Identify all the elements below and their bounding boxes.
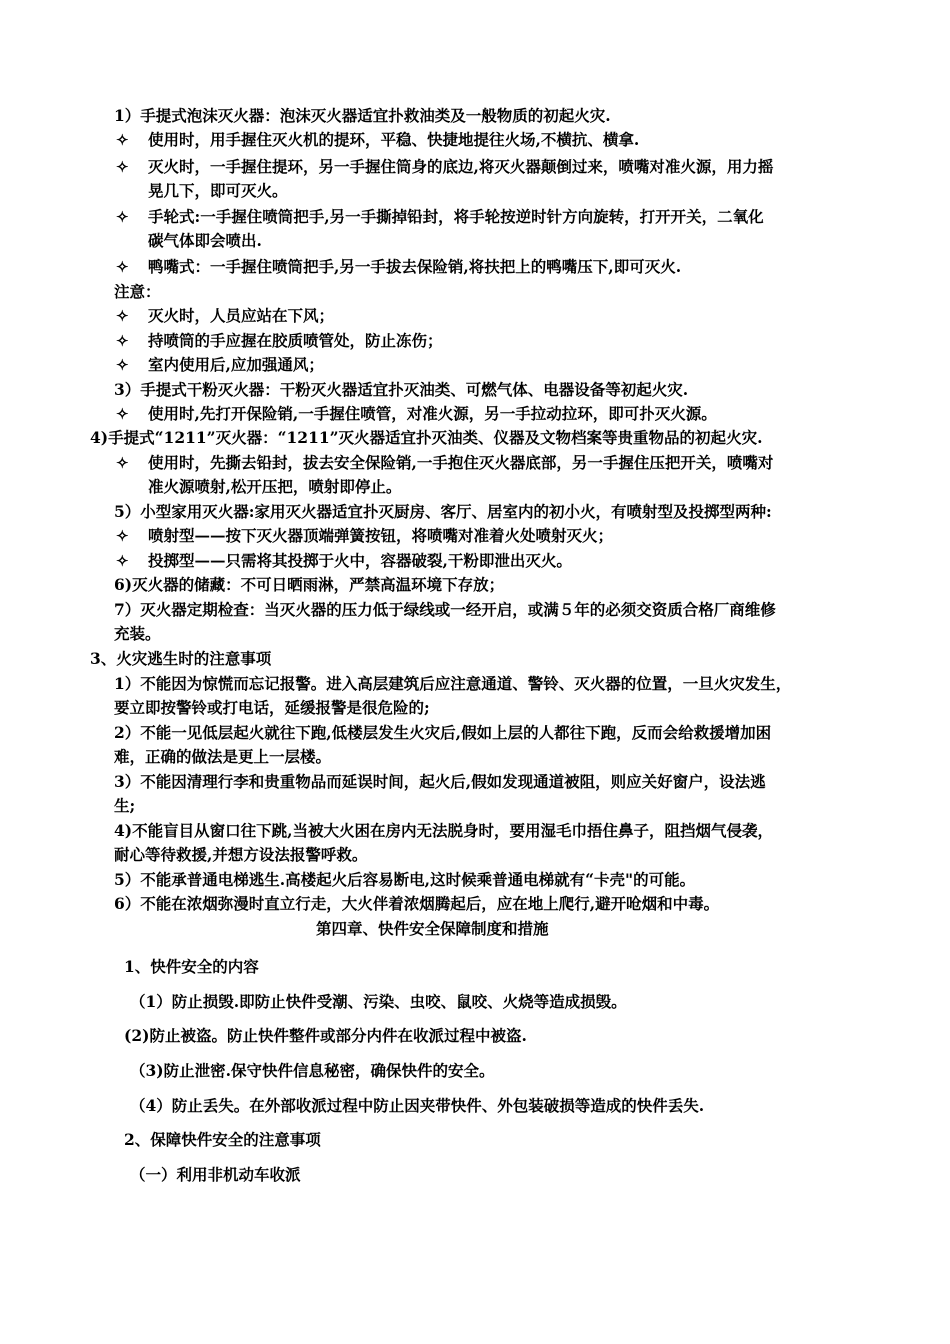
handwheel-type-line2: 碳气体即会喷出. [148,231,262,250]
handwheel-type-line1: 手轮式:一手握住喷筒把手,另一手撕掉铅封，将手轮按逆时针方向旋转，打开开关，二氧化 [148,207,764,226]
inspection-note-line1: 7）灭火器定期检查：当灭火器的压力低于绿线或一经开启，或满５年的必须交资质合格厂商维修 [114,600,776,619]
diamond-bullet-icon: ✧ [116,454,129,472]
note-item-downwind: 灭火时，人员应站在下风； [148,306,335,325]
section-safety-precautions: 2、保障快件安全的注意事项 [124,1130,321,1149]
foam-extinguisher-heading: 1）手提式泡沫灭火器：泡沫灭火器适宜扑救油类及一般物质的初起火灾. [114,106,611,125]
powder-usage: 使用时,先打开保险销,一手握住喷管，对准火源，另一手拉动拉环，即可扑灭火源。 [148,404,717,423]
diamond-bullet-icon: ✧ [116,307,129,325]
escape-item2-line2: 难，正确的做法是更上一层楼。 [114,747,332,766]
escape-item5: 5）不能承普通电梯逃生.高楼起火后容易断电,这时候乘普通电梯就有“卡壳"的可能。 [114,870,696,889]
diamond-bullet-icon: ✧ [116,356,129,374]
diamond-bullet-icon: ✧ [116,405,129,423]
halon-usage-line1: 使用时，先撕去铅封，拔去安全保险销,一手抱住灭火器底部，另一手握住压把开关，喷嘴对 [148,453,774,472]
escape-item4-line2: 耐心等待救援,并想方设法报警呼救。 [114,845,368,864]
chapter-four-title: 第四章、快件安全保障制度和措施 [316,919,549,938]
diamond-bullet-icon: ✧ [116,258,129,276]
diamond-bullet-icon: ✧ [116,332,129,350]
note-label: 注意： [114,282,161,301]
powder-extinguisher-heading: 3）手提式干粉灭火器：干粉灭火器适宜扑灭油类、可燃气体、电器设备等初起火灾. [114,380,689,399]
safety-item-loss: （4）防止丢失。在外部收派过程中防止因夹带快件、外包装破损等造成的快件丢失. [130,1096,705,1115]
diamond-bullet-icon: ✧ [116,527,129,545]
escape-section-heading: 3、火灾逃生时的注意事项 [90,649,272,668]
duckbill-type: 鸭嘴式：一手握住喷筒把手,另一手拔去保险销,将扶把上的鸭嘴压下,即可灭火. [148,257,682,276]
escape-item3-line2: 生; [114,796,136,815]
diamond-bullet-icon: ✧ [116,131,129,149]
diamond-bullet-icon: ✧ [116,158,129,176]
note-item-ventilation: 室内使用后,应加强通风； [148,355,324,374]
escape-item6: 6）不能在浓烟弥漫时直立行走，大火伴着浓烟腾起后，应在地上爬行,避开呛烟和中毒。 [114,894,720,913]
safety-item-theft: (2)防止被盗。防止快件整件或部分内件在收派过程中被盗. [124,1026,527,1045]
escape-item4-line1: 4)不能盲目从窗口往下跳,当被大火困在房内无法脱身时，要用湿毛巾捂住鼻子，阻挡烟气侵袭， [114,821,774,840]
foam-usage-invert-line1: 灭火时，一手握住提环，另一手握住筒身的底边,将灭火器颠倒过来，喷嘴对准火源，用力摇 [148,157,774,176]
inspection-note-line2: 充装。 [114,624,161,643]
safety-item-leak: （3)防止泄密.保守快件信息秘密，确保快件的安全。 [130,1061,495,1080]
foam-usage-invert-line2: 晃几下，即可灭火。 [148,181,288,200]
diamond-bullet-icon: ✧ [116,552,129,570]
halon-extinguisher-heading: 4)手提式“1211”灭火器：“1211”灭火器适宜扑灭油类、仪器及文物档案等贵重物品的初起火灾. [90,428,763,447]
safety-item-damage: （1）防止损毁.即防止快件受潮、污染、虫咬、鼠咬、火烧等造成损毁。 [130,992,627,1011]
home-extinguisher-heading: 5）小型家用灭火器:家用灭火器适宜扑灭厨房、客厅、居室内的初小火，有喷射型及投掷型两种: [114,502,772,521]
section-express-safety-content: 1、快件安全的内容 [124,957,259,976]
throw-type: 投掷型——只需将其投掷于火中，容器破裂,干粉即泄出灭火。 [148,551,572,570]
subsection-non-motor-vehicle: （一）利用非机动车收派 [130,1165,301,1184]
escape-item2-line1: 2）不能一见低层起火就往下跑,低楼层发生火灾后,假如上层的人都往下跑，反而会给救援增加困 [114,723,772,742]
escape-item1-line2: 要立即按警铃或打电话，延缓报警是很危险的; [114,698,430,717]
storage-note: 6)灭火器的储藏：不可日晒雨淋，严禁高温环境下存放； [114,575,505,594]
spray-type: 喷射型——按下灭火器顶端弹簧按钮，将喷嘴对准着火处喷射灭火； [148,526,614,545]
note-item-frostbite: 持喷筒的手应握在胶质喷管处，防止冻伤； [148,331,443,350]
diamond-bullet-icon: ✧ [116,208,129,226]
halon-usage-line2: 准火源喷射,松开压把，喷射即停止。 [148,477,402,496]
foam-usage-carry: 使用时，用手握住灭火机的提环，平稳、快捷地提往火场,不横抗、横拿. [148,130,640,149]
escape-item1-line1: 1）不能因为惊慌而忘记报警。进入高层建筑后应注意通道、警铃、灭火器的位置，一旦火灾发生， [114,674,792,693]
escape-item3-line1: 3）不能因清理行李和贵重物品而延误时间，起火后,假如发现通道被阻，则应关好窗户，设法逃 [114,772,766,791]
